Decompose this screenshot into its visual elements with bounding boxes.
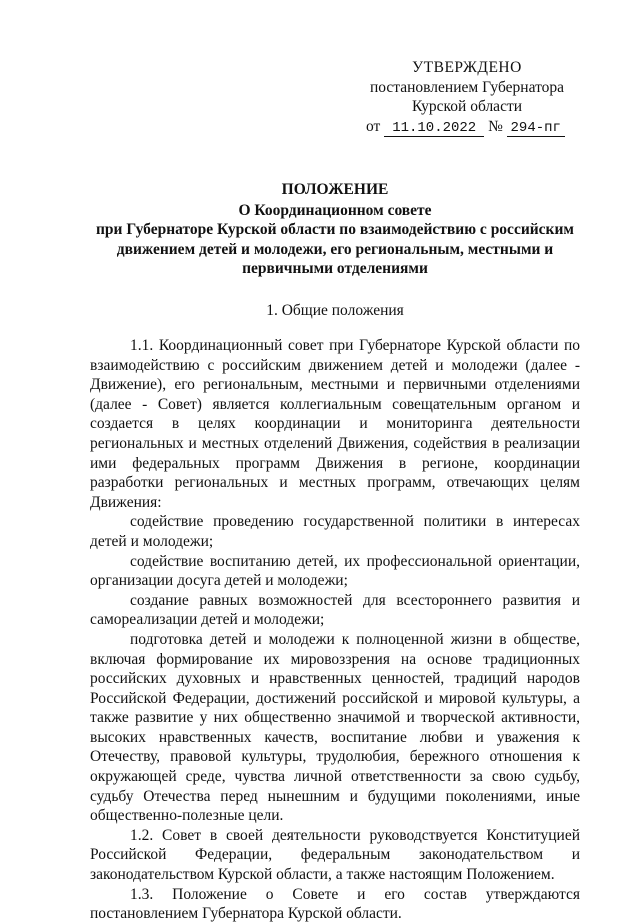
document-title: ПОЛОЖЕНИЕ <box>281 181 389 198</box>
approved-label: УТВЕРЖДЕНО <box>412 59 522 76</box>
number-prefix: № <box>488 117 503 135</box>
heading-line-2: при Губернаторе Курской области по взаимодействию с российским <box>96 221 574 238</box>
document-heading <box>90 180 580 279</box>
list-item-preparation: подготовка детей и молодежи к полноценной жизни в обществе, включая формирование их мировоззрения на основе традиционных российских духовных и нравственных ценностей, традиций народов Российской Федерации, достижений российской и мировой культуры, а также развитие у них общественно значимой и творческой активности, высоких нравственных качеств, воспитание любви и уважения к Отечеству, правовой культуры, трудолюбия, бережного отношения к окружающей среде, чувства личной ответственности за свою судьбу, судьбу Отечества перед нынешним и будущими поколениями, иные общественно-полезные цели. <box>90 630 580 825</box>
approval-stamp-block <box>362 58 572 137</box>
heading-line-3: движением детей и молодежи, его региональным, местными и <box>116 240 554 258</box>
approval-date-number-line <box>362 117 572 137</box>
approved-by-line: постановлением Губернатора <box>369 78 565 96</box>
paragraph-1-3: 1.3. Положение о Совете и его состав утверждаются постановлением Губернатора Курской области. <box>90 885 580 923</box>
heading-line-4: первичными отделениями <box>242 260 428 277</box>
approval-number: 294-пг <box>507 121 565 137</box>
list-item-equal-opportunities: создание равных возможностей для всестороннего развития и самореализации детей и молодежи; <box>90 591 580 629</box>
list-item-education: содействие воспитанию детей, их профессиональной ориентации, организации досуга детей и молодежи; <box>90 552 580 590</box>
document-body <box>90 336 580 924</box>
approval-date: 11.10.2022 <box>384 121 484 137</box>
list-item-policy: содействие проведению государственной политики в интересах детей и молодежи; <box>90 513 580 550</box>
approved-region-line: Курской области <box>411 98 523 115</box>
paragraph-1-1: 1.1. Координационный совет при Губернаторе Курской области по взаимодействию с российским движением детей и молодежи (далее - Движение), его региональным, местными и первичными отделениями (далее - Совет) является коллегиальным совещательным органом и создается в целях координации и мониторинга деятельности региональных и местных отделений Движения, содействия в реализации ими федеральных программ Движения в регионе, координации разработки региональных и местных программ, отвечающих целям Движения: <box>90 337 580 511</box>
section-title: 1. Общие положения <box>266 302 404 319</box>
paragraph-1-2: 1.2. Совет в своей деятельности руководствуется Конституцией Российской Федерации, федеральным законодательством и законодательством Курской области, а также настоящим Положением. <box>90 826 580 884</box>
heading-line-1: О Координационном совете <box>238 201 432 219</box>
date-prefix: от <box>366 117 381 135</box>
